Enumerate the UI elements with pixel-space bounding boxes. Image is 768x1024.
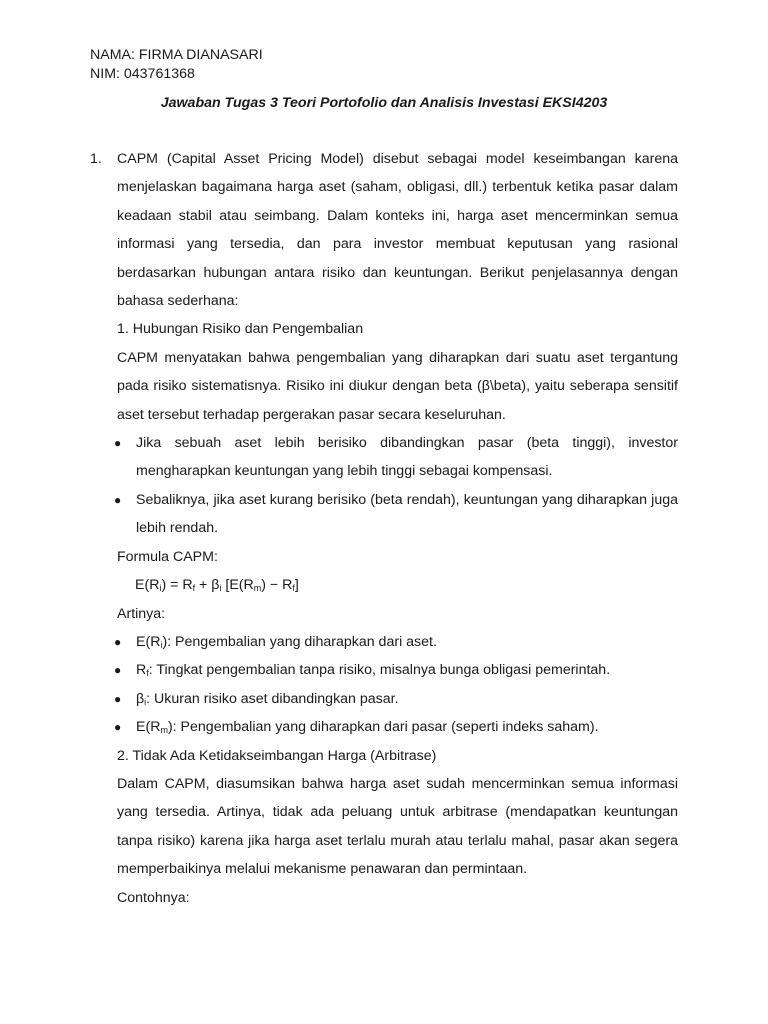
formula-label: Formula CAPM: [117,548,218,565]
term-description: : Ukuran risiko aset dibandingkan pasar. [146,690,399,707]
term-symbol: $E(R_m)$ [136,719,173,736]
section1-paragraph: CAPM menyatakan bahwa pengembalian yang diharapkan dari suatu aset tergantung pada risiko sistematisnya. Risiko ini diukur dengan beta (β\beta), yaitu seberapa sensitif aset tersebut terhadap pergerakan pasar secara keseluruhan. [117,349,678,423]
list-item [114,685,678,713]
section2-heading: 2. Tidak Ada Ketidakseimbangan Harga (Arbitrase) [117,747,437,764]
bullet-icon: ● [114,663,122,678]
term-symbol: $\beta_i$ [136,690,147,707]
term-symbol: $R_f$ [136,662,149,679]
student-name: NAMA: FIRMA DIANASARI [90,47,263,63]
term-symbol: $E(R_i)$ [136,633,168,650]
meaning-label: Artinya: [117,605,166,622]
list-item-text: Jika sebuah aset lebih berisiko dibandingkan pasar (beta tinggi), investor mengharapkan keuntungan yang lebih tinggi sebagai kompensasi. [136,435,678,480]
list-item [114,429,678,486]
student-nim: NIM: 043761368 [90,66,195,82]
list-item [114,486,678,543]
bullet-icon: ● [114,436,122,451]
list-item [114,713,678,741]
term-description: : Pengembalian yang diharapkan dari pasar (seperti indeks saham). [172,719,599,736]
bullet-icon: ● [114,720,122,735]
intro-paragraph: CAPM (Capital Asset Pricing Model) disebut sebagai model keseimbangan karena menjelaskan bagaimana harga aset (saham, obligasi, dll.) terbentuk ketika pasar dalam keadaan stabil atau seimbang. Dalam konteks ini, harga aset mencerminkan semua informasi yang tersedia, dan para investor membuat keputusan yang rasional berdasarkan hubungan antara risiko dan keuntungan. Berikut penjelasannya dengan bahasa sederhana: [117,151,678,310]
section1-heading: 1. Hubungan Risiko dan Pengembalian [117,321,364,338]
term-description: : Pengembalian yang diharapkan dari aset. [167,633,437,650]
section1-bullet-list [114,429,678,543]
capm-formula: $E(R_i) = R_f + \beta_i$ $[E(R_m) - R_f]$ [135,577,299,594]
question-number: 1. [90,151,102,167]
term-description: : Tingkat pengembalian tanpa risiko, misalnya bunga obligasi pemerintah. [148,662,611,679]
list-item [114,628,678,656]
bullet-icon: ● [114,634,122,649]
bullet-icon: ● [114,492,122,507]
bullet-icon: ● [114,691,122,706]
list-item [114,656,678,684]
list-item-text: Sebaliknya, jika aset kurang berisiko (beta rendah), keuntungan yang diharapkan juga lebih rendah. [136,491,678,537]
example-label: Contohnya: [117,889,190,906]
section2-paragraph: Dalam CAPM, diasumsikan bahwa harga aset sudah mencerminkan semua informasi yang tersedia. Artinya, tidak ada peluang untuk arbitrase (mendapatkan keuntungan tanpa risiko) karena jika harga aset terlalu murah atau terlalu mahal, pasar akan segera memperbaikinya melalui mekanisme penawaran dan permintaan. [117,775,678,878]
formula-terms-list [114,628,678,742]
answer-body [114,145,678,912]
document-title: Jawaban Tugas 3 Teori Portofolio dan Analisis Investasi EKSI4203 [160,95,608,111]
